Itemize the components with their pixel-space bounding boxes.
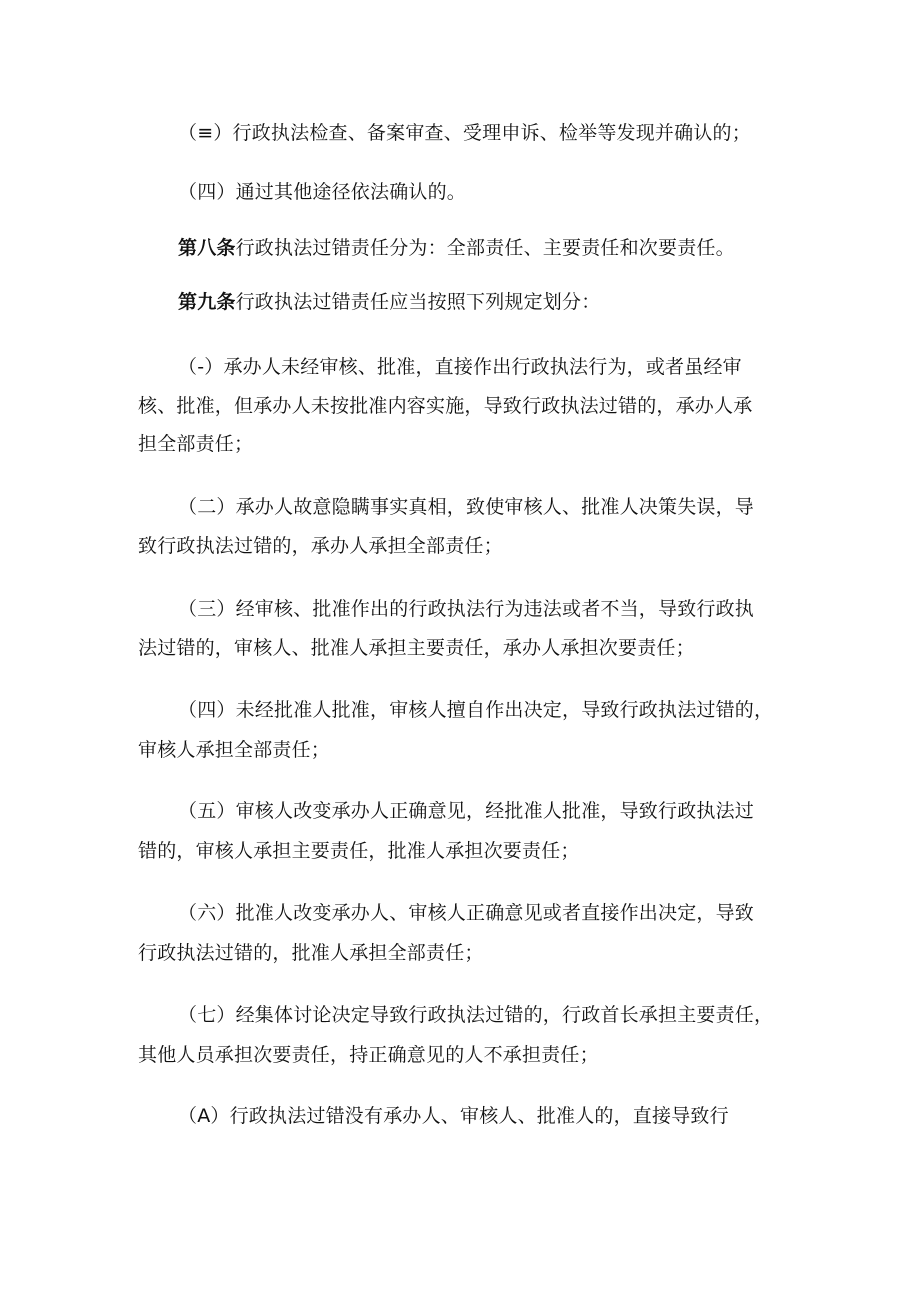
paragraph-line: 核、批准，但承办人未按批准内容实施，导致行政执法过错的，承办人承 — [138, 395, 753, 417]
paragraph-line: （四）未经批准人批准，审核人擅自作出决定，导致行政执法过错的， — [178, 699, 774, 721]
paragraph-line: （A）行政执法过错没有承办人、审核人、批准人的，直接导致行 — [178, 1105, 729, 1127]
paragraph-line: （六）批准人改变承办人、审核人正确意见或者直接作出决定，导致 — [178, 902, 755, 924]
article-9-paragraph — [178, 290, 838, 314]
paragraph-line: （二）承办人故意隐瞒事实真相，致使审核人、批准人决策失误，导 — [178, 496, 755, 518]
paragraph-line: 致行政执法过错的，承办人承担全部责任； — [138, 535, 503, 557]
paragraph-line: 错的，审核人承担主要责任，批准人承担次要责任； — [138, 840, 580, 862]
paragraph-line: （≡）行政执法检查、备案审查、受理申诉、检举等发现并确认的； — [178, 122, 751, 144]
paragraph-line: （七）经集体讨论决定导致行政执法过错的，行政首长承担主要责任， — [178, 1004, 774, 1026]
paragraph-line: 法过错的，审核人、批准人承担主要责任，承办人承担次要责任； — [138, 637, 695, 659]
paragraph-line: （三）经审核、批准作出的行政执法行为违法或者不当，导致行政执 — [178, 598, 755, 620]
paragraph-line: （-）承办人未经审核、批准，直接作出行政执法行为，或者虽经审 — [178, 356, 742, 378]
paragraph-line: 行政执法过错责任分为：全部责任、主要责任和次要责任。 — [235, 237, 735, 259]
article-8-paragraph — [178, 236, 838, 260]
article-number: 第九条 — [178, 291, 236, 313]
paragraph-line: 行政执法过错的，批准人承担全部责任； — [138, 942, 484, 964]
paragraph-line: （四）通过其他途径依法确认的。 — [178, 181, 467, 203]
paragraph-line: 行政执法过错责任应当按照下列规定划分： — [235, 291, 601, 313]
paragraph-line: 担全部责任； — [138, 433, 254, 455]
paragraph-line: （五）审核人改变承办人正确意见，经批准人批准，导致行政执法过 — [178, 800, 755, 822]
paragraph-line: 其他人员承担次要责任，持正确意见的人不承担责任； — [138, 1044, 599, 1066]
paragraph-line: 审核人承担全部责任； — [138, 739, 331, 761]
article-number: 第八条 — [178, 237, 236, 259]
